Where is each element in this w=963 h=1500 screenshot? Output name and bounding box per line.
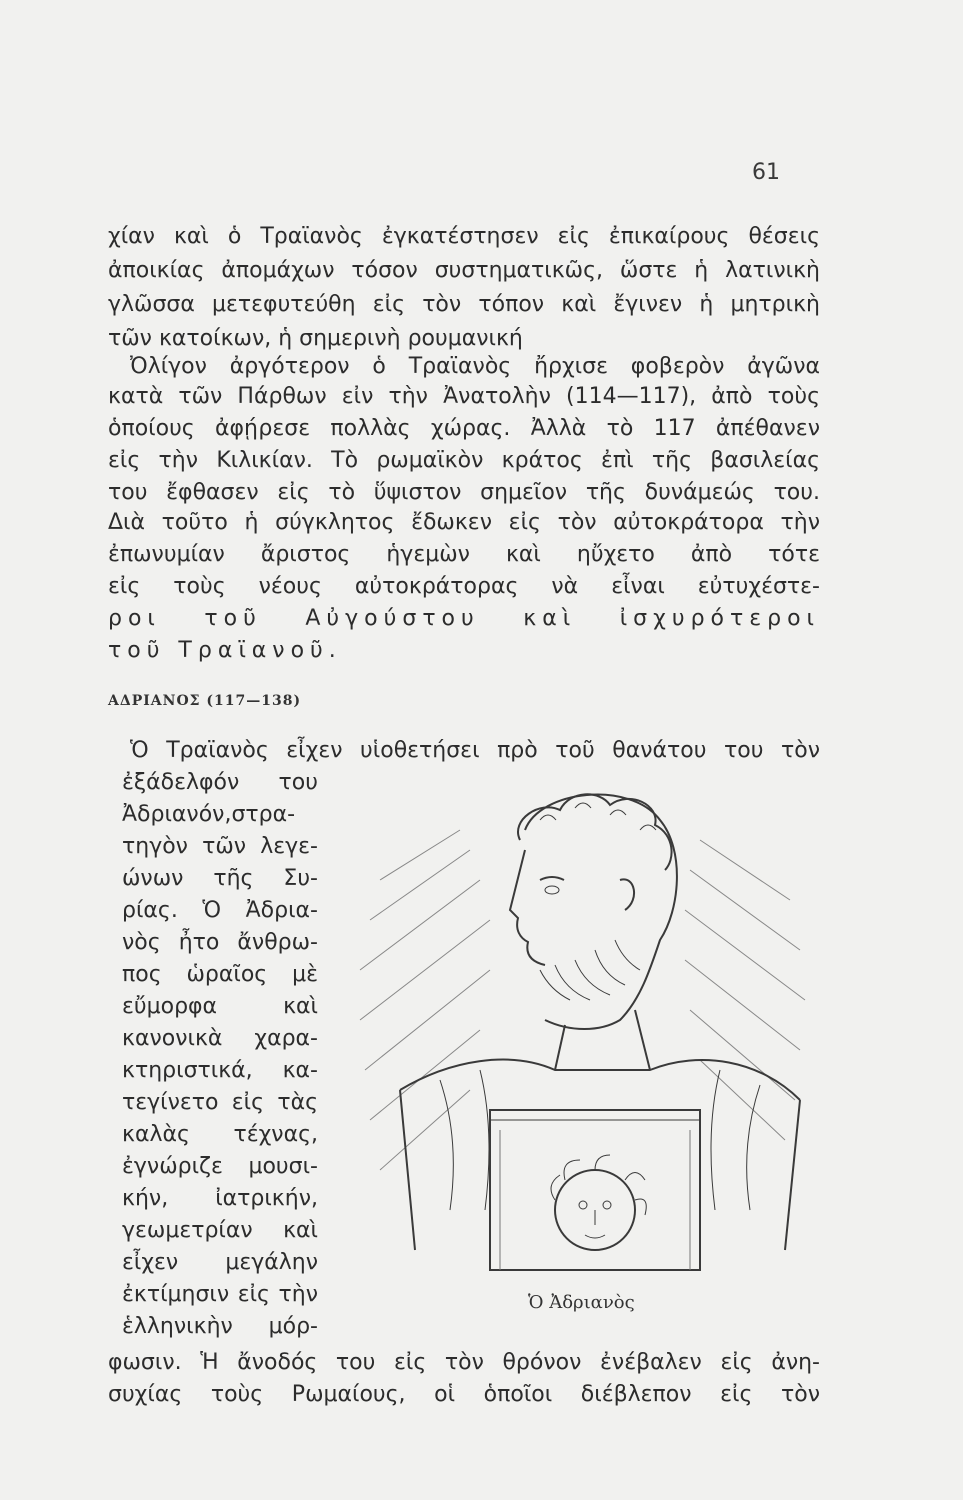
narrow-line: εἶχεν μεγάλην xyxy=(122,1250,318,1275)
narrow-line: πος ὡραῖος μὲ xyxy=(122,962,318,987)
narrow-line: ρίας. Ὁ Ἀδρια- xyxy=(122,898,318,923)
narrow-line: Ἀδριανόν,στρα- xyxy=(122,802,296,827)
text-line: του ἔφθασεν εἰς τὸ ὕψιστον σημεῖον τῆς δυνάμεώς του. xyxy=(108,480,820,505)
text-line: ὁποίους ἀφῄρεσε πολλὰς χώρας. Ἀλλὰ τὸ 117 ἀπέθανεν xyxy=(108,416,820,441)
narrow-line: γεωμετρίαν καὶ xyxy=(122,1218,318,1243)
text-line: φωσιν. Ἡ ἄνοδός του εἰς τὸν θρόνον ἐνέβαλεν εἰς ἀνη- xyxy=(108,1350,820,1375)
text-line: τοῦ Τραϊανοῦ. xyxy=(108,638,342,663)
narrow-line: νὸς ἦτο ἄνθρω- xyxy=(122,930,318,955)
narrow-line: κανονικὰ χαρα- xyxy=(122,1026,318,1051)
narrow-line: εὔμορφα καὶ xyxy=(122,994,318,1019)
narrow-line: ἑλληνικὴν μόρ- xyxy=(122,1314,318,1339)
narrow-line: τεγίνετο εἰς τὰς xyxy=(122,1090,318,1115)
text-line: συχίας τοὺς Ρωμαίους, οἱ ὁποῖοι διέβλεπον εἰς τὸν xyxy=(108,1382,820,1407)
section-heading: ΑΔΡΙΑΝΟΣ (117—138) xyxy=(108,693,302,709)
text-line: Ὁ Τραϊανὸς εἶχεν υἱοθετήσει πρὸ τοῦ θανάτου του τὸν xyxy=(130,738,820,763)
narrow-line: ἐγνώριζε μουσι- xyxy=(122,1154,318,1179)
hadrian-portrait-engraving xyxy=(340,770,830,1290)
narrow-line: κήν, ἰατρικήν, xyxy=(122,1186,318,1211)
text-line: Διὰ τοῦτο ἡ σύγκλητος ἔδωκεν εἰς τὸν αὐτοκράτορα τὴν xyxy=(108,510,820,535)
text-line: χίαν καὶ ὁ Τραϊανὸς ἐγκατέστησεν εἰς ἐπικαίρους θέσεις xyxy=(108,224,820,249)
portrait-caption: Ὁ Ἀδριανὸς xyxy=(528,1292,635,1313)
text-line: γλῶσσα μετεφυτεύθη εἰς τὸν τόπον καὶ ἔγινεν ἡ μητρικὴ xyxy=(108,292,820,317)
narrow-line: κτηριστικά, κα- xyxy=(122,1058,318,1083)
text-line: ἀποικίας ἀπομάχων τόσον συστηματικῶς, ὥστε ἡ λατινικὴ xyxy=(108,258,820,283)
narrow-line: τηγὸν τῶν λεγε- xyxy=(122,834,318,859)
text-line: εἰς τὴν Κιλικίαν. Τὸ ρωμαϊκὸν κράτος ἐπὶ τῆς βασιλείας xyxy=(108,448,820,473)
text-line: ἐπωνυμίαν ἄριστος ἡγεμὼν καὶ ηὔχετο ἀπὸ τότε xyxy=(108,542,820,567)
narrow-line: ἐκτίμησιν εἰς τὴν xyxy=(122,1282,318,1307)
narrow-line: ώνων τῆς Συ- xyxy=(122,866,318,891)
text-line: ροι τοῦ Αὐγούστου καὶ ἰσχυρότεροι xyxy=(108,606,820,631)
text-line: τῶν κατοίκων, ἡ σημερινὴ ρουμανική xyxy=(108,326,523,351)
text-line: εἰς τοὺς νέους αὐτοκράτορας νὰ εἶναι εὐτυχέστε- xyxy=(108,574,820,599)
narrow-line: ἐξάδελφόν του xyxy=(122,770,318,795)
text-line: κατὰ τῶν Πάρθων εἰν τὴν Ἀνατολὴν (114—117), ἀπὸ τοὺς xyxy=(108,384,820,409)
text-line: Ὀλίγον ἀργότερον ὁ Τραϊανὸς ἤρχισε φοβερὸν ἀγῶνα xyxy=(130,354,820,379)
page-number: 61 xyxy=(752,160,780,185)
narrow-line: καλὰς τέχνας, xyxy=(122,1122,318,1147)
